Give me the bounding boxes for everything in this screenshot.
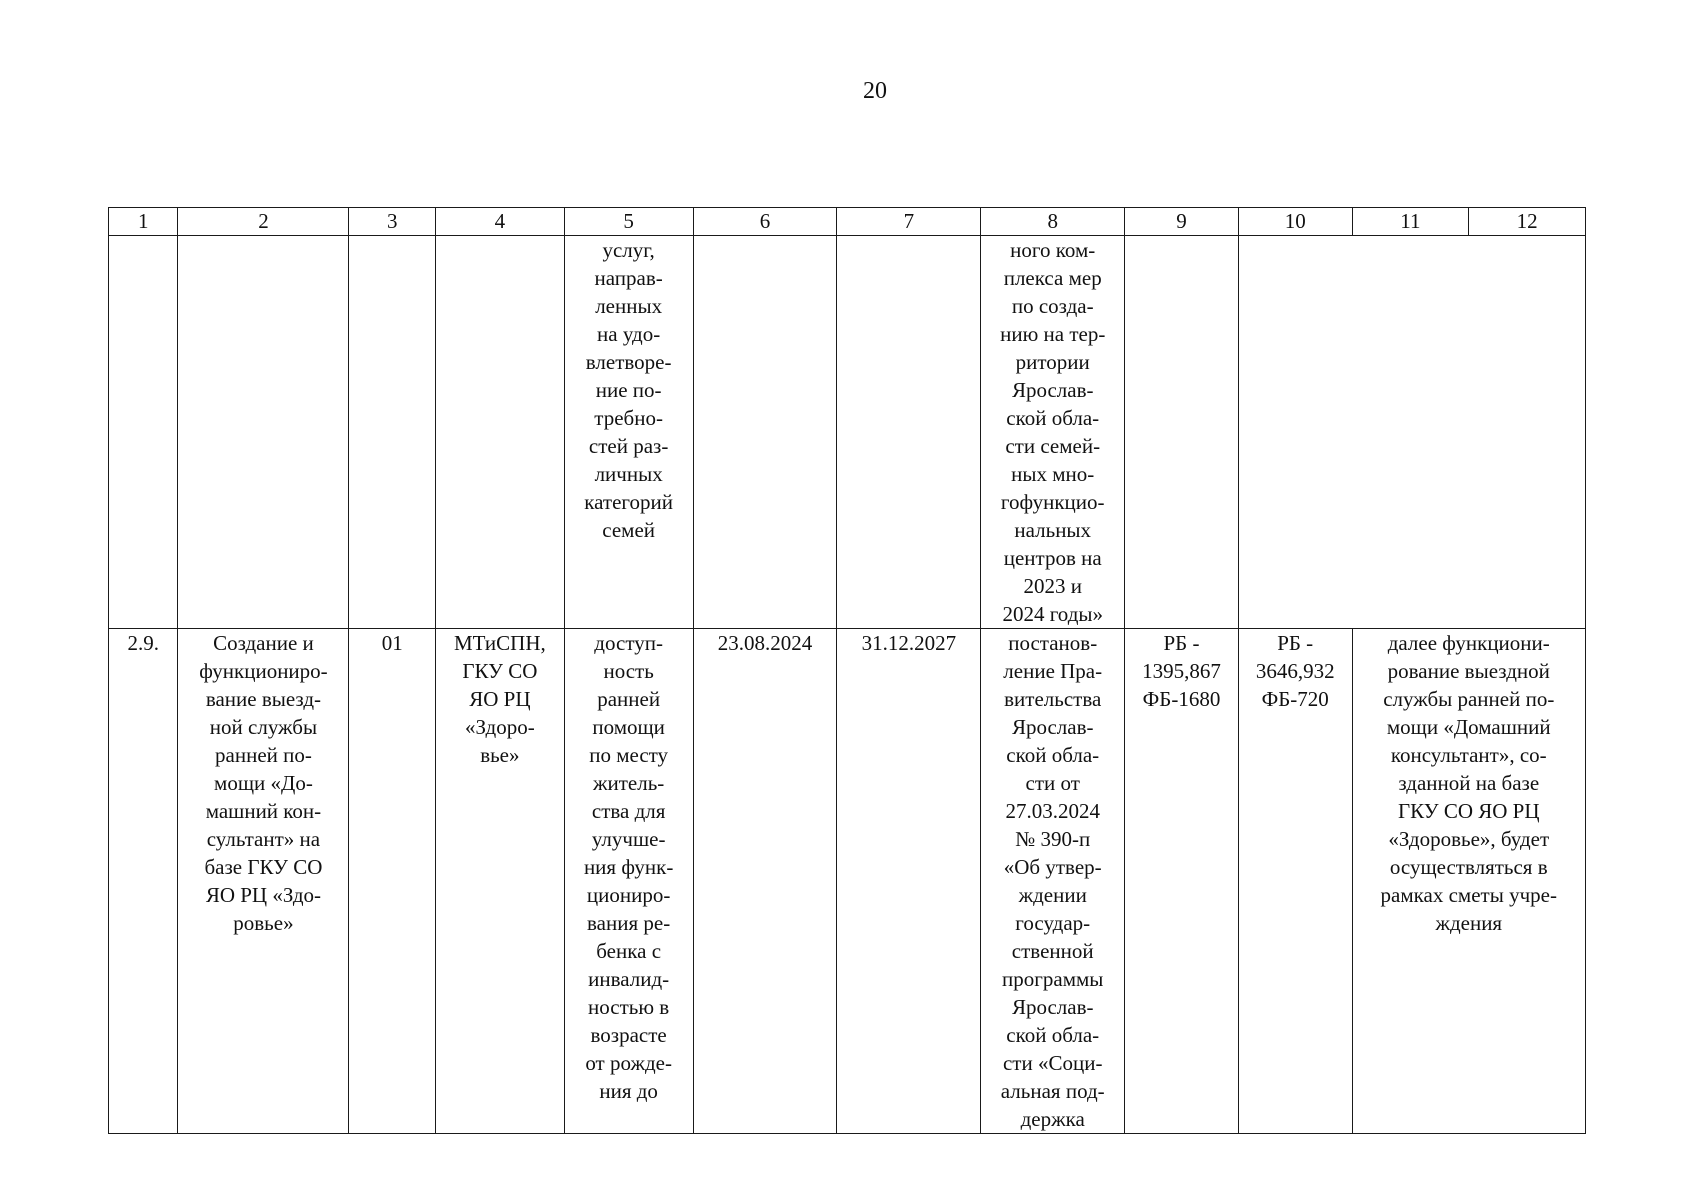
start-date: 23.08.2024 bbox=[693, 629, 837, 1134]
column-number-1: 1 bbox=[109, 208, 178, 236]
note: далее функциони- рование выездной службы ранней по- мощи «Домашний консультант», со- зданной на базе ГКУ СО ЯО РЦ «Здоровье», будет осуществляться в рамках сметы учре- ждения bbox=[1352, 629, 1585, 1134]
cont-cell-10-12 bbox=[1238, 236, 1585, 629]
column-number-7: 7 bbox=[837, 208, 981, 236]
funding-col-10: РБ - 3646,932 ФБ-720 bbox=[1238, 629, 1352, 1134]
cont-cell-2 bbox=[178, 236, 349, 629]
measure-code: 01 bbox=[349, 629, 436, 1134]
cont-cell-1 bbox=[109, 236, 178, 629]
column-number-3: 3 bbox=[349, 208, 436, 236]
executor: МТиСПН, ГКУ СО ЯО РЦ «Здоро- вье» bbox=[435, 629, 564, 1134]
cont-cell-result: услуг, направ- ленных на удо- влетворе- ние по- требно- стей раз- личных категорий семей bbox=[564, 236, 693, 629]
cont-cell-9 bbox=[1125, 236, 1239, 629]
column-number-4: 4 bbox=[435, 208, 564, 236]
cont-cell-4 bbox=[435, 236, 564, 629]
expected-result: доступ- ность ранней помощи по месту житель- ства для улучше- ния функ- циониро- вания ре- бенка с инвалид- ностью в возрасте от рожде- ния до bbox=[564, 629, 693, 1134]
table-row-2-9 bbox=[109, 629, 1586, 1134]
column-number-5: 5 bbox=[564, 208, 693, 236]
column-number-10: 10 bbox=[1238, 208, 1352, 236]
column-number-2: 2 bbox=[178, 208, 349, 236]
cont-cell-7 bbox=[837, 236, 981, 629]
column-numbers-row bbox=[109, 208, 1586, 236]
cont-cell-document: ного ком- плекса мер по созда- нию на тер- ритории Ярослав- ской обла- сти семей- ных мно- гофункцио- нальных центров на 2023 и 2024 годы» bbox=[981, 236, 1125, 629]
page-number: 20 bbox=[863, 78, 887, 104]
column-number-9: 9 bbox=[1125, 208, 1239, 236]
measure-name: Создание и функциониро- вание выезд- ной службы ранней по- мощи «До- машний кон- сультант» на базе ГКУ СО ЯО РЦ «Здо- ровье» bbox=[178, 629, 349, 1134]
cont-cell-6 bbox=[693, 236, 837, 629]
basis-document: постанов- ление Пра- вительства Ярослав- ской обла- сти от 27.03.2024 № 390-п «Об утвер- ждении государ- ственной программы Ярослав- ской обла- сти «Соци- альная под- держка bbox=[981, 629, 1125, 1134]
column-number-6: 6 bbox=[693, 208, 837, 236]
column-number-8: 8 bbox=[981, 208, 1125, 236]
end-date: 31.12.2027 bbox=[837, 629, 981, 1134]
measures-table bbox=[108, 207, 1586, 1134]
cont-cell-3 bbox=[349, 236, 436, 629]
column-number-12: 12 bbox=[1469, 208, 1586, 236]
table-row-continued bbox=[109, 236, 1586, 629]
row-number: 2.9. bbox=[109, 629, 178, 1134]
column-number-11: 11 bbox=[1352, 208, 1469, 236]
funding-col-9: РБ - 1395,867 ФБ-1680 bbox=[1125, 629, 1239, 1134]
